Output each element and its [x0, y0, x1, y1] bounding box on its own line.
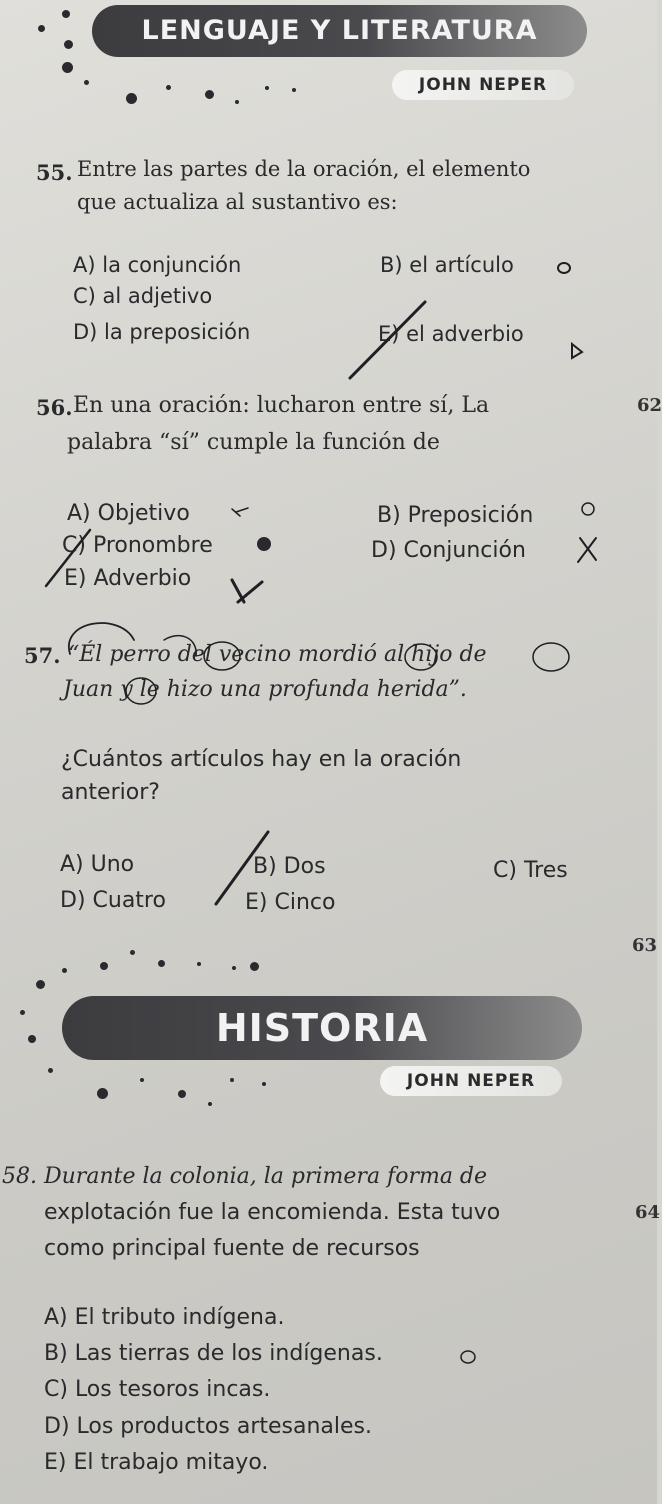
question-56-text-line1: En una oración: lucharon entre sí, La [73, 393, 490, 418]
option-55-e: E) el adverbio [378, 322, 524, 346]
option-57-c: C) Tres [493, 858, 568, 883]
page-number-62: 62 [637, 395, 662, 416]
pen-slash-mark [350, 302, 425, 378]
pen-slash-mark [46, 530, 90, 586]
pen-cross-mark [232, 580, 262, 602]
question-57-text-line2: Juan y le hizo una profunda herida”. [63, 677, 467, 702]
option-56-c: C) Pronombre [62, 533, 213, 558]
question-55-text-line1: Entre las partes de la oración, el elemento [77, 157, 531, 181]
pen-circle-mark [164, 636, 196, 656]
option-55-b: B) el artículo [380, 253, 514, 277]
question-56-number: 56. [36, 395, 73, 420]
option-55-a: A) la conjunción [73, 253, 242, 277]
option-57-a: A) Uno [60, 852, 135, 877]
pen-circle-mark [126, 678, 156, 704]
question-56-text-line2: palabra “sí” cumple la función de [67, 430, 440, 455]
question-55-text-line2: que actualiza al sustantivo es: [77, 190, 398, 214]
pen-circle-mark [582, 503, 594, 515]
question-58-text-line1: Durante la colonia, la primera forma de [44, 1164, 488, 1189]
option-58-d: D) Los productos artesanales. [44, 1414, 372, 1439]
author-tag: JOHN NEPER [392, 70, 574, 100]
option-58-b: B) Las tierras de los indígenas. [44, 1341, 383, 1366]
question-58-text-line2: explotación fue la encomienda. Esta tuvo [44, 1200, 501, 1225]
pen-circle-mark [558, 263, 570, 273]
pen-tick-mark [232, 508, 248, 516]
pen-circle-mark [572, 344, 582, 358]
pen-slash-mark [216, 832, 268, 904]
pen-cross-mark [578, 538, 596, 562]
option-58-e: E) El trabajo mitayo. [44, 1450, 269, 1475]
question-57-text-line4: anterior? [61, 780, 160, 805]
option-57-d: D) Cuatro [60, 888, 166, 913]
option-57-e: E) Cinco [245, 890, 336, 915]
option-56-b: B) Preposición [377, 503, 534, 528]
pen-circle-mark [533, 643, 569, 671]
subject-banner-lenguaje: LENGUAJE Y LITERATURA [92, 5, 587, 57]
question-57-text-line1: “Él perro del vecino mordió al hijo de [68, 642, 487, 667]
pen-circle-mark [461, 1351, 475, 1363]
pen-circle-mark [405, 644, 437, 670]
question-58-text-line3: como principal fuente de recursos [44, 1236, 420, 1261]
question-57-number: 57. [24, 643, 61, 668]
page-number-64: 64 [635, 1202, 661, 1223]
page-number-63: 63 [632, 935, 658, 956]
author-tag: JOHN NEPER [380, 1066, 562, 1096]
question-57-text-line3: ¿Cuántos artículos hay en la oración [61, 747, 462, 772]
option-56-e: E) Adverbio [64, 566, 192, 591]
option-56-d: D) Conjunción [371, 538, 526, 563]
option-56-a: A) Objetivo [67, 501, 190, 526]
option-58-c: C) Los tesoros incas. [44, 1377, 271, 1402]
option-58-a: A) El tributo indígena. [44, 1305, 285, 1330]
pen-filled-dot [257, 537, 271, 551]
option-55-c: C) al adjetivo [73, 284, 213, 308]
option-57-b: B) Dos [253, 854, 326, 879]
pen-circle-mark [204, 642, 240, 670]
subject-banner-historia: HISTORIA [62, 996, 582, 1060]
option-55-d: D) la preposición [73, 320, 251, 344]
question-55-number: 55. [36, 160, 73, 185]
pen-circle-mark [69, 623, 134, 654]
question-58-number: 58. [2, 1164, 37, 1189]
